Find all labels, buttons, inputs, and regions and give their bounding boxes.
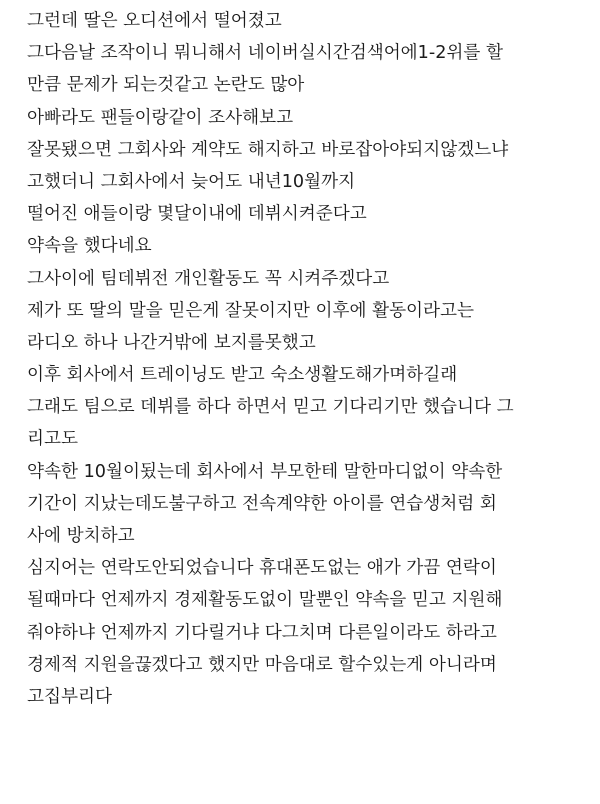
text-line: 심지어는 연락도안되었습니다 휴대폰도없는 애가 가끔 연락이 <box>27 558 497 579</box>
text-line: 떨어진 애들이랑 몇달이내에 데뷔시켜준다고 <box>27 204 367 225</box>
text-line: 아빠라도 팬들이랑같이 조사해보고 <box>27 107 294 128</box>
text-line: 그런데 딸은 오디션에서 떨어졌고 <box>27 11 282 31</box>
text-line: 고집부리다 <box>27 686 112 707</box>
text-line: 줘야하냐 언제까지 기다릴거냐 다그치며 다른일이라도 하라고 <box>27 622 497 643</box>
text-line: 제가 또 딸의 말을 믿은게 잘못이지만 이후에 활동이라고는 <box>27 300 475 321</box>
text-line: 만큼 문제가 되는것같고 논란도 많아 <box>27 75 305 96</box>
text-line: 기간이 지났는데도불구하고 전속계약한 아이를 연습생처럼 회 <box>27 493 497 514</box>
text-line: 라디오 하나 나간거밖에 보지를못했고 <box>27 332 316 353</box>
text-line: 리고도 <box>27 429 78 450</box>
text-line: 될때마다 언제까지 경제활동도없이 말뿐인 약속을 믿고 지원해 <box>27 590 503 611</box>
text-line: 그다음날 조작이니 뭐니해서 네이버실시간검색어에1-2위를 할 <box>27 43 503 64</box>
text-line: 잘못됐으면 그회사와 계약도 해지하고 바로잡아야되지않겠느냐 <box>27 139 509 160</box>
text-line: 사에 방치하고 <box>27 526 135 546</box>
text-line: 경제적 지원을끊겠다고 했지만 마음대로 할수있는게 아니라며 <box>27 654 497 675</box>
text-line: 그래도 팀으로 데뷔를 하다 하면서 믿고 기다리기만 했습니다 그 <box>27 397 514 418</box>
text-line: 그사이에 팀데뷔전 개인활동도 꼭 시켜주겠다고 <box>27 268 390 289</box>
text-line: 이후 회사에서 트레이닝도 받고 숙소생활도해가며하길래 <box>27 365 458 386</box>
text-line: 고했더니 그회사에서 늦어도 내년10월까지 <box>27 171 356 192</box>
text-line: 약속을 했다네요 <box>27 236 152 257</box>
text-line: 약속한 10월이됬는데 회사에서 부모한테 말한마디없이 약속한 <box>27 461 503 482</box>
